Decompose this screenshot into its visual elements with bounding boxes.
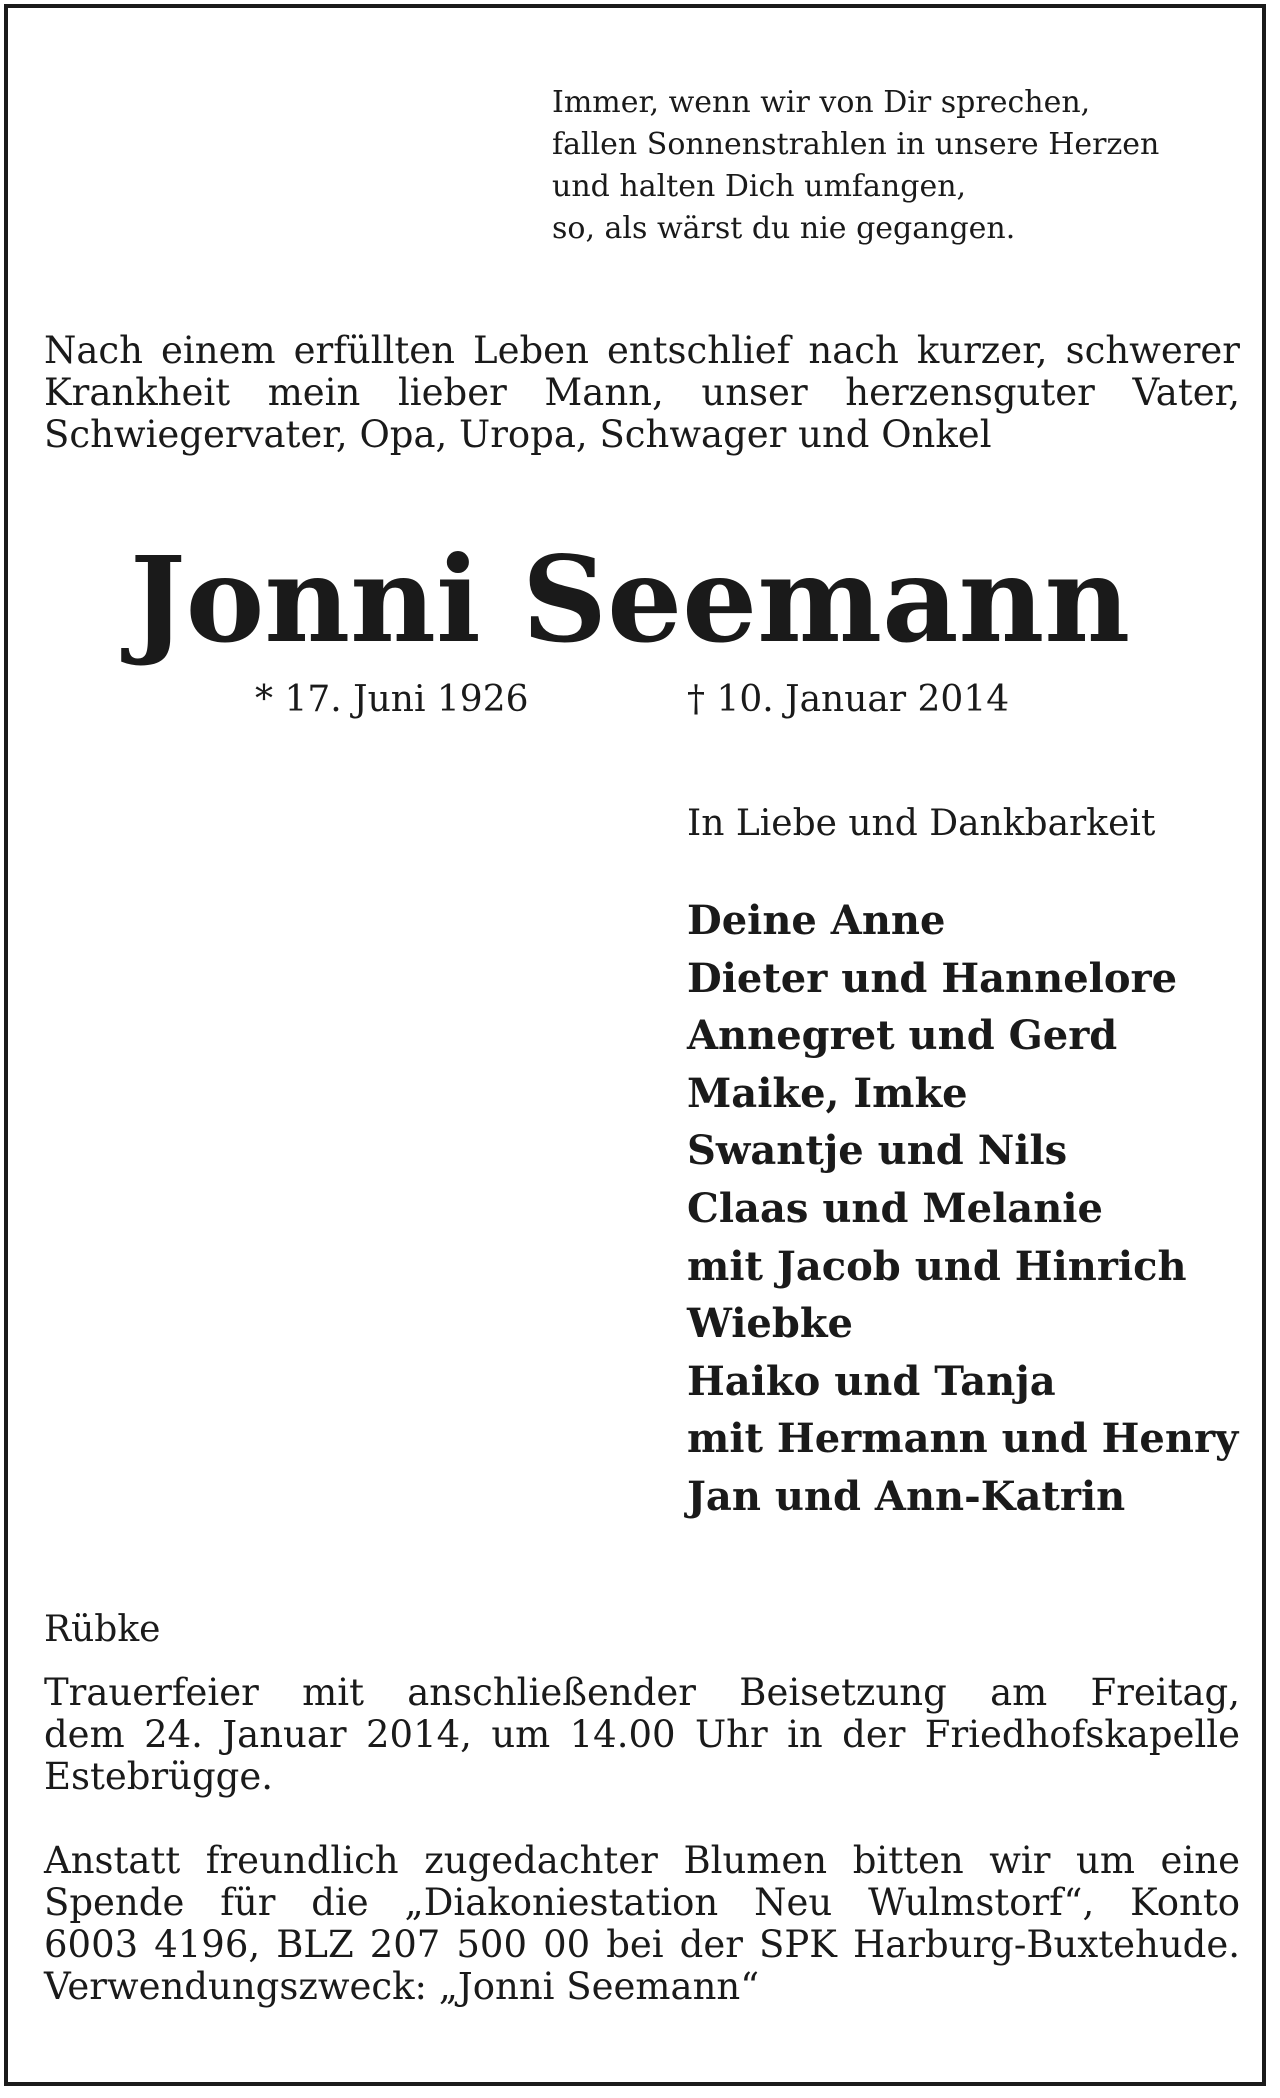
donation-request	[44, 1840, 1240, 2008]
announcement-line: Nach einem erfüllten Leben entschlief nach kurzer, schwerer	[44, 329, 1240, 372]
death-date: † 10. Januar 2014	[687, 679, 1010, 720]
mourners-list	[687, 892, 1238, 1526]
mourner-name: mit Hermann und Henry	[687, 1415, 1239, 1463]
mourner-name: Maike, Imke	[687, 1069, 968, 1117]
donation-line: 6003 4196, BLZ 207 500 00 bei der SPK Harburg-Buxtehude.	[44, 1923, 1240, 1966]
poem-line: und halten Dich umfangen,	[552, 169, 967, 204]
death-announcement	[44, 330, 1240, 456]
service-line: Trauerfeier mit anschließender Beisetzung am Freitag,	[44, 1671, 1240, 1714]
place-name: Rübke	[44, 1609, 161, 1650]
funeral-service-info	[44, 1672, 1240, 1798]
service-line: Estebrügge.	[44, 1755, 273, 1798]
deceased-name: Jonni Seemann	[129, 530, 1131, 669]
mourner-name: mit Jacob und Hinrich	[687, 1242, 1187, 1290]
mourner-name: Haiko und Tanja	[687, 1357, 1056, 1405]
donation-line: Spende für die „Diakoniestation Neu Wulmstorf“, Konto	[44, 1881, 1240, 1924]
mourner-name: Wiebke	[687, 1300, 853, 1348]
poem-line: Immer, wenn wir von Dir sprechen,	[552, 85, 1091, 120]
mourner-name: Swantje und Nils	[687, 1127, 1068, 1175]
mourner-name: Jan und Ann-Katrin	[687, 1472, 1126, 1520]
memorial-poem	[552, 82, 1252, 250]
announcement-line: Krankheit mein lieber Mann, unser herzensguter Vater,	[44, 371, 1240, 414]
announcement-line: Schwiegervater, Opa, Uropa, Schwager und Onkel	[44, 413, 992, 456]
mourner-name: Annegret und Gerd	[687, 1012, 1118, 1060]
poem-line: fallen Sonnenstrahlen in unsere Herzen	[552, 127, 1160, 162]
dedication-text: In Liebe und Dankbarkeit	[687, 803, 1156, 844]
poem-line: so, als wärst du nie gegangen.	[552, 211, 1016, 246]
mourner-name: Claas und Melanie	[687, 1184, 1103, 1232]
service-line: dem 24. Januar 2014, um 14.00 Uhr in der Friedhofskapelle	[44, 1713, 1240, 1756]
donation-line: Verwendungszweck: „Jonni Seemann“	[44, 1965, 760, 2008]
mourner-name: Dieter und Hannelore	[687, 954, 1178, 1002]
donation-line: Anstatt freundlich zugedachter Blumen bitten wir um eine	[44, 1839, 1240, 1882]
mourner-name: Deine Anne	[687, 897, 946, 944]
birth-date: * 17. Juni 1926	[255, 679, 529, 720]
